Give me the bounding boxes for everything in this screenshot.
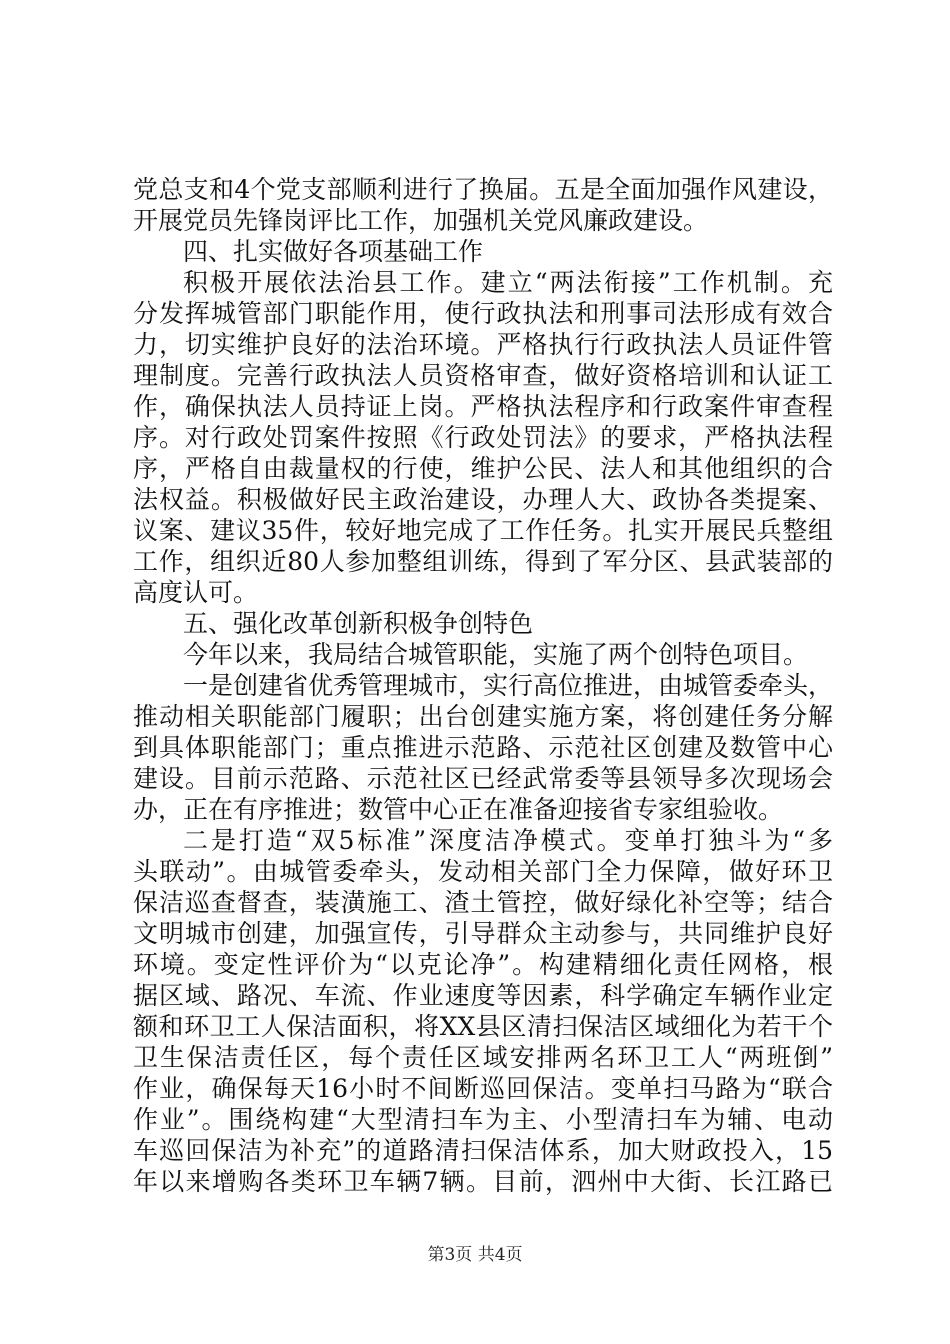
paragraph-line: 法权益。积极做好民主政治建设，办理人大、政协各类提案、 (133, 485, 833, 514)
paragraph-line: 作，确保执法人员持证上岗。严格执法程序和行政案件审查程 (133, 392, 833, 421)
paragraph-line: 议案、建议35件，较好地完成了工作任务。扎实开展民兵整组 (133, 516, 833, 545)
paragraph-line: 序，严格自由裁量权的行使，维护公民、法人和其他组织的合 (133, 454, 833, 483)
paragraph-line: 分发挥城管部门职能作用，使行政执法和刑事司法形成有效合 (133, 299, 833, 328)
paragraph-line: 开展党员先锋岗评比工作，加强机关党风廉政建设。 (133, 206, 709, 235)
paragraph-line-indented: 积极开展依法治县工作。建立“两法衔接”工作机制。充 (183, 268, 833, 297)
paragraph-line: 环境。变定性评价为“以克论净”。构建精细化责任网格，根 (133, 950, 833, 979)
paragraph-line: 卫生保洁责任区，每个责任区域安排两名环卫工人“两班倒” (133, 1043, 833, 1072)
paragraph-line: 文明城市创建，加强宣传，引导群众主动参与，共同维护良好 (133, 919, 833, 948)
paragraph-line: 据区域、路况、车流、作业速度等因素，科学确定车辆作业定 (133, 981, 833, 1010)
page-number-footer: 第3页 共4页 (427, 1245, 523, 1265)
paragraph-line-indented: 一是创建省优秀管理城市，实行高位推进，由城管委牵头， (183, 671, 833, 700)
paragraph-line-indented: 今年以来，我局结合城管职能，实施了两个创特色项目。 (183, 640, 809, 669)
paragraph-line: 到具体职能部门；重点推进示范路、示范社区创建及数管中心 (133, 733, 833, 762)
paragraph-line: 车巡回保洁为补充”的道路清扫保洁体系，加大财政投入，15 (133, 1136, 833, 1165)
document-body (133, 174, 833, 1197)
paragraph-line-indented: 二是打造“双5标准”深度洁净模式。变单打独斗为“多 (183, 826, 833, 855)
paragraph-line: 头联动”。由城管委牵头，发动相关部门全力保障，做好环卫 (133, 857, 833, 886)
paragraph-line: 工作，组织近80人参加整组训练，得到了军分区、县武装部的 (133, 547, 833, 576)
paragraph-line: 理制度。完善行政执法人员资格审查，做好资格培训和认证工 (133, 361, 833, 390)
paragraph-line: 作业，确保每天16小时不间断巡回保洁。变单扫马路为“联合 (133, 1074, 833, 1103)
paragraph-line: 年以来增购各类环卫车辆7辆。目前，泗州中大街、长江路已 (133, 1167, 833, 1196)
paragraph-line: 建设。目前示范路、示范社区已经武常委等县领导多次现场会 (133, 764, 833, 793)
paragraph-line: 序。对行政处罚案件按照《行政处罚法》的要求，严格执法程 (133, 423, 833, 452)
paragraph-line: 额和环卫工人保洁面积，将XX县区清扫保洁区域细化为若干个 (133, 1012, 833, 1041)
paragraph-line: 党总支和4个党支部顺利进行了换届。五是全面加强作风建设， (133, 175, 833, 204)
paragraph-line-indented: 四、扎实做好各项基础工作 (183, 237, 484, 266)
paragraph-line: 作业”。围绕构建“大型清扫车为主、小型清扫车为辅、电动 (133, 1105, 833, 1134)
paragraph-line: 办，正在有序推进；数管中心正在准备迎接省专家组验收。 (133, 795, 784, 824)
paragraph-line-indented: 五、强化改革创新积极争创特色 (183, 609, 534, 638)
paragraph-line: 高度认可。 (133, 578, 259, 607)
paragraph-line: 力，切实维护良好的法治环境。严格执行行政执法人员证件管 (133, 330, 833, 359)
paragraph-line: 保洁巡查督查，装潢施工、渣土管控，做好绿化补空等；结合 (133, 888, 833, 917)
paragraph-line: 推动相关职能部门履职；出台创建实施方案，将创建任务分解 (133, 702, 833, 731)
